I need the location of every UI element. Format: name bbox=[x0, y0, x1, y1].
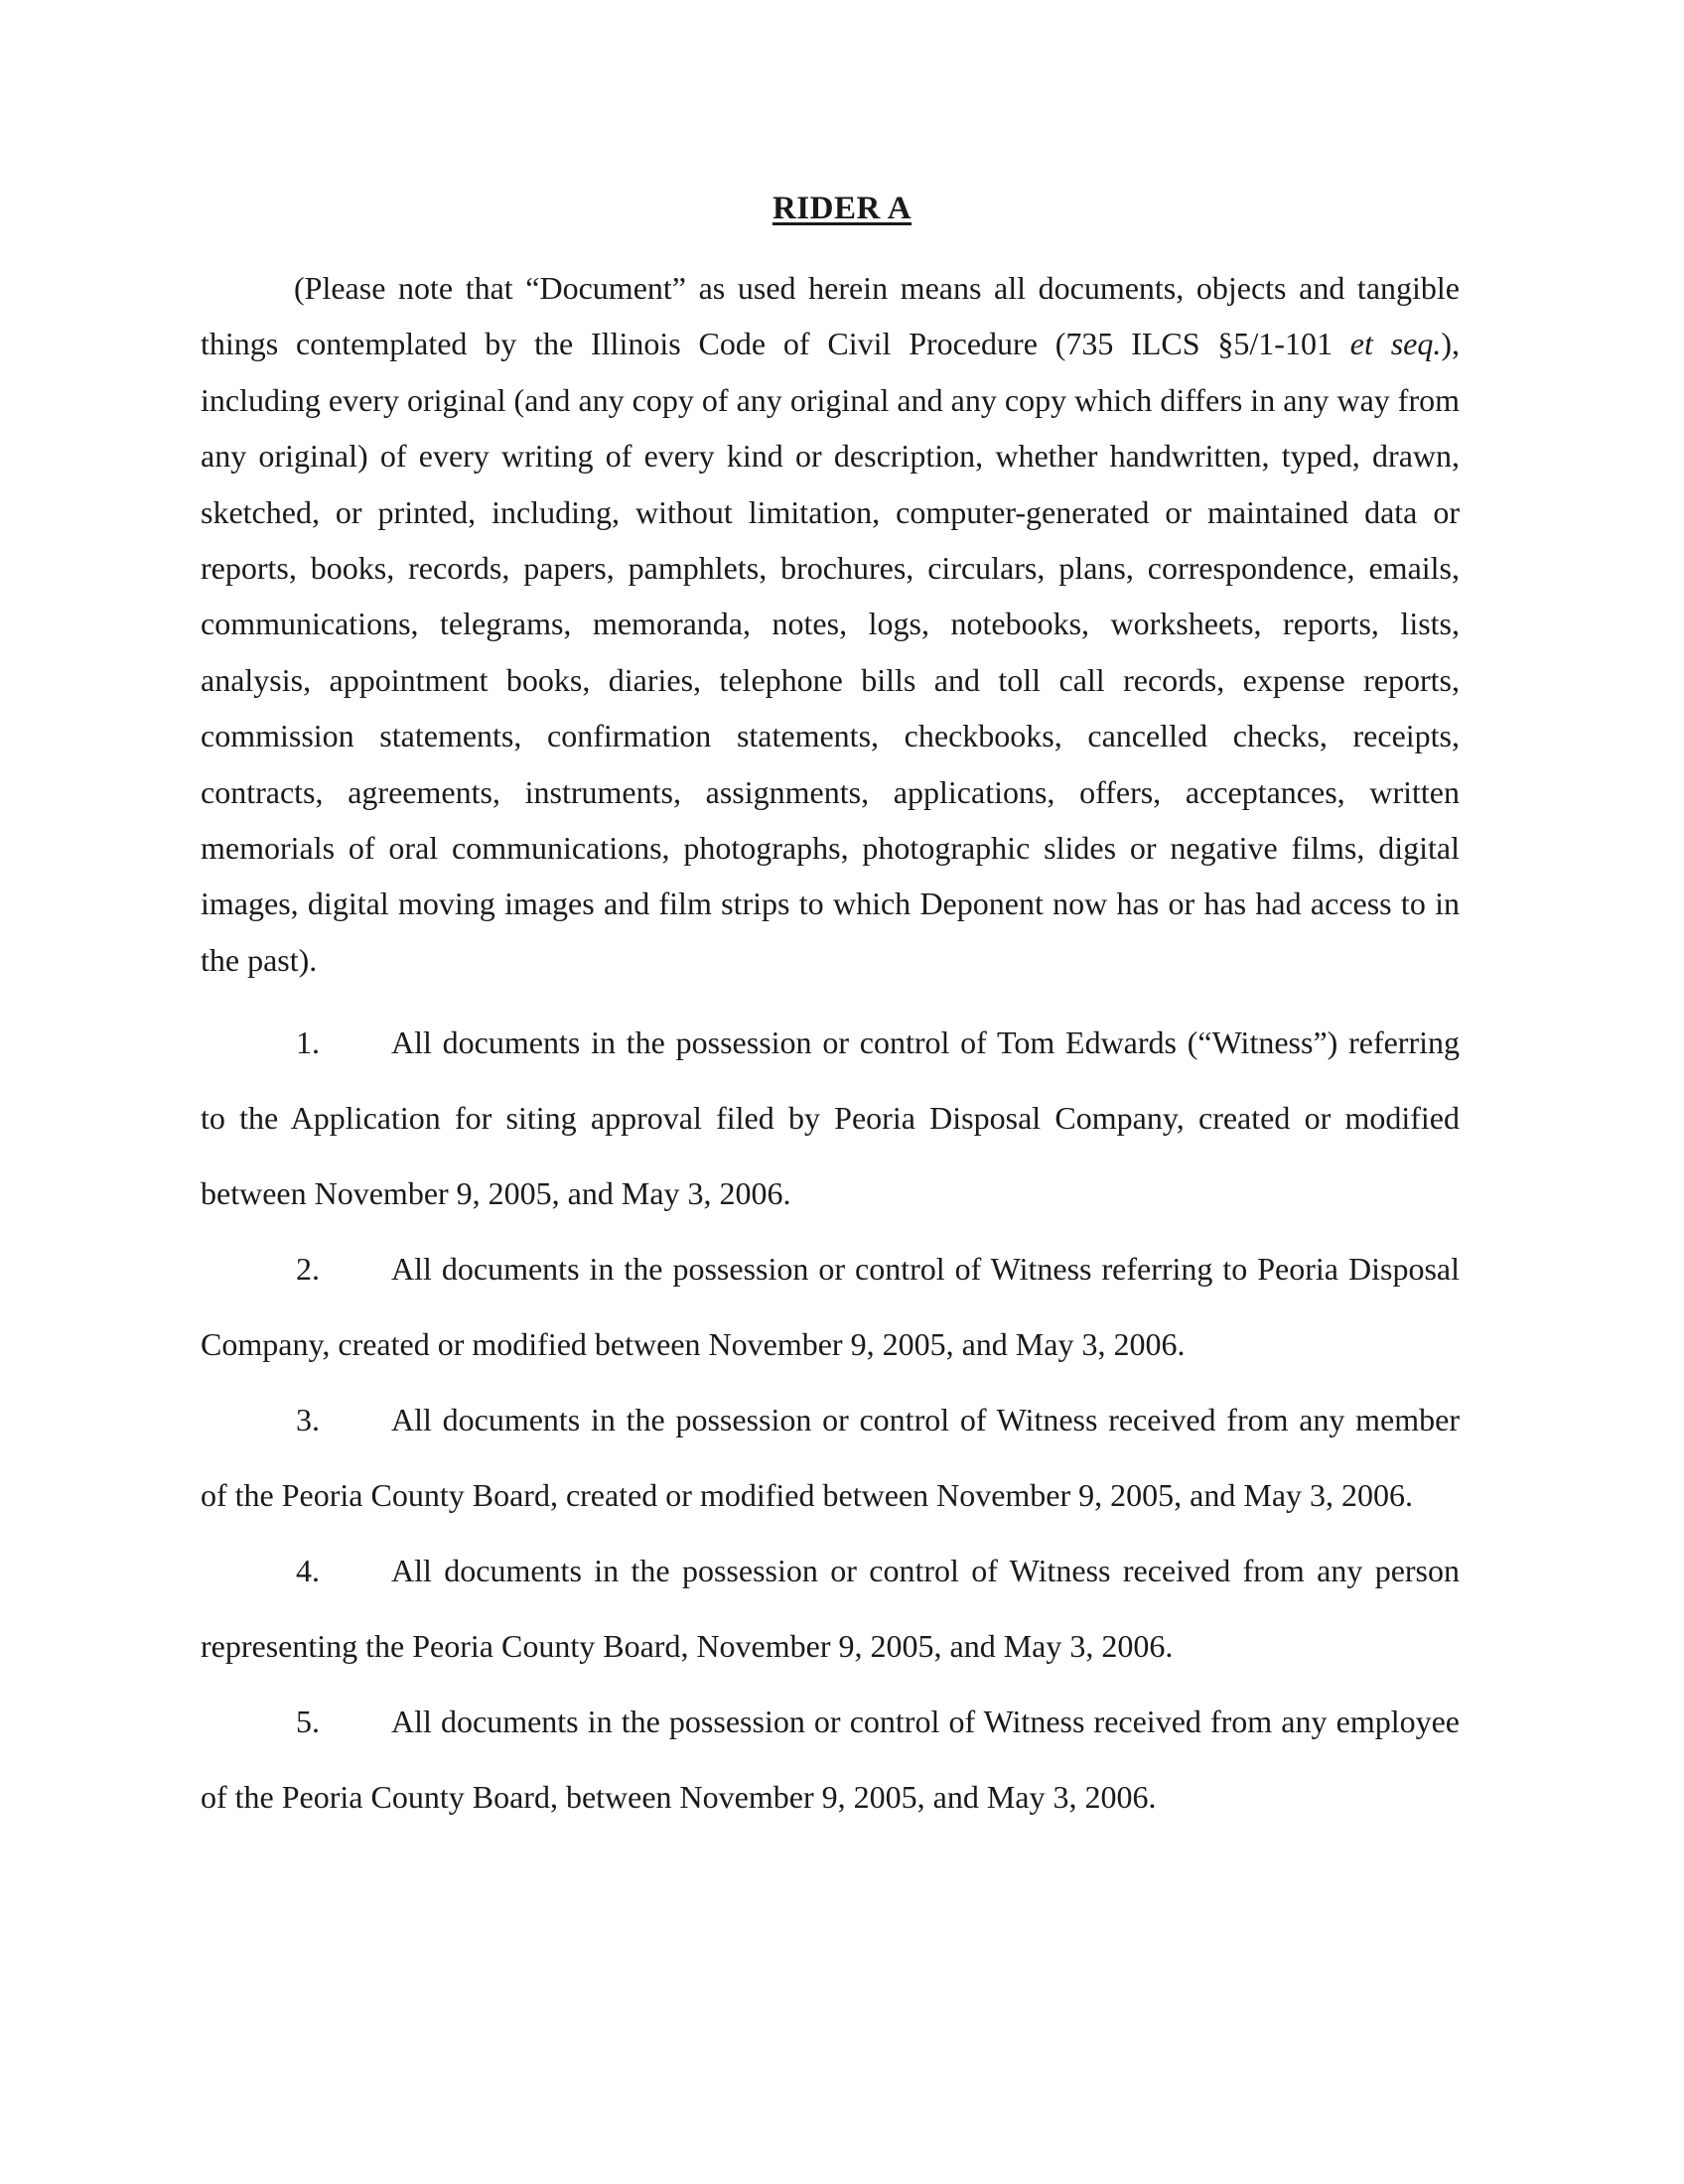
request-number: 3. bbox=[296, 1402, 320, 1437]
note-text-end: ), including every original (and any copy of any original and any copy which differs in any way from any original) of every writing of every kind or description, whether handwritten, typed, drawn, sketched, or printed, including, without limitation, computer-generated or maintained data or reports, books, records, papers, pamphlets, brochures, circulars, plans, correspondence, emails, communications, telegrams, memoranda, notes, logs, notebooks, worksheets, reports, lists, analysis, appointment books, diaries, telephone bills and toll call records, expense reports, commission statements, confirmation statements, checkbooks, cancelled checks, receipts, contracts, agreements, instruments, assignments, applications, offers, acceptances, written memorials of oral communications, photographs, photographic slides or negative films, digital images, digital moving images and film strips to which Deponent now has or has had access to in the past). bbox=[201, 326, 1461, 978]
request-text: All documents in the possession or control of Witness referring to Peoria Disposal Company, created or modified between November 9, 2005, and May 3, 2006. bbox=[201, 1251, 1460, 1362]
request-item-4 bbox=[201, 1533, 1460, 1684]
request-number: 2. bbox=[296, 1251, 320, 1287]
request-number: 4. bbox=[296, 1553, 320, 1588]
request-text: All documents in the possession or control of Tom Edwards (“Witness”) referring to the Application for siting approval filed by Peoria Disposal Company, created or modified between November 9, 2005, and May 3, 2006. bbox=[201, 1024, 1460, 1211]
request-number: 5. bbox=[296, 1704, 320, 1739]
request-item-2 bbox=[201, 1231, 1460, 1382]
request-number: 1. bbox=[296, 1024, 320, 1060]
request-item-3 bbox=[201, 1382, 1460, 1533]
note-italic-et-seq: et seq. bbox=[1349, 326, 1442, 362]
definition-note bbox=[201, 260, 1460, 988]
page-title: RIDER A bbox=[772, 191, 912, 226]
request-text: All documents in the possession or control of Witness received from any employee of the Peoria County Board, between November 9, 2005, and May 3, 2006. bbox=[201, 1704, 1460, 1815]
request-text: All documents in the possession or control of Witness received from any person representing the Peoria County Board, November 9, 2005, and May 3, 2006. bbox=[201, 1553, 1460, 1664]
request-item-1 bbox=[201, 1005, 1460, 1231]
request-list bbox=[201, 1005, 1460, 1835]
request-item-5 bbox=[201, 1684, 1460, 1835]
note-text-start: (Please note that “Document” as used herein means all documents, objects and tangible things contemplated by the Illinois Code of Civil Procedure (735 ILCS §5/1-101 bbox=[201, 270, 1460, 362]
request-text: All documents in the possession or control of Witness received from any member of the Peoria County Board, created or modified between November 9, 2005, and May 3, 2006. bbox=[201, 1402, 1460, 1513]
